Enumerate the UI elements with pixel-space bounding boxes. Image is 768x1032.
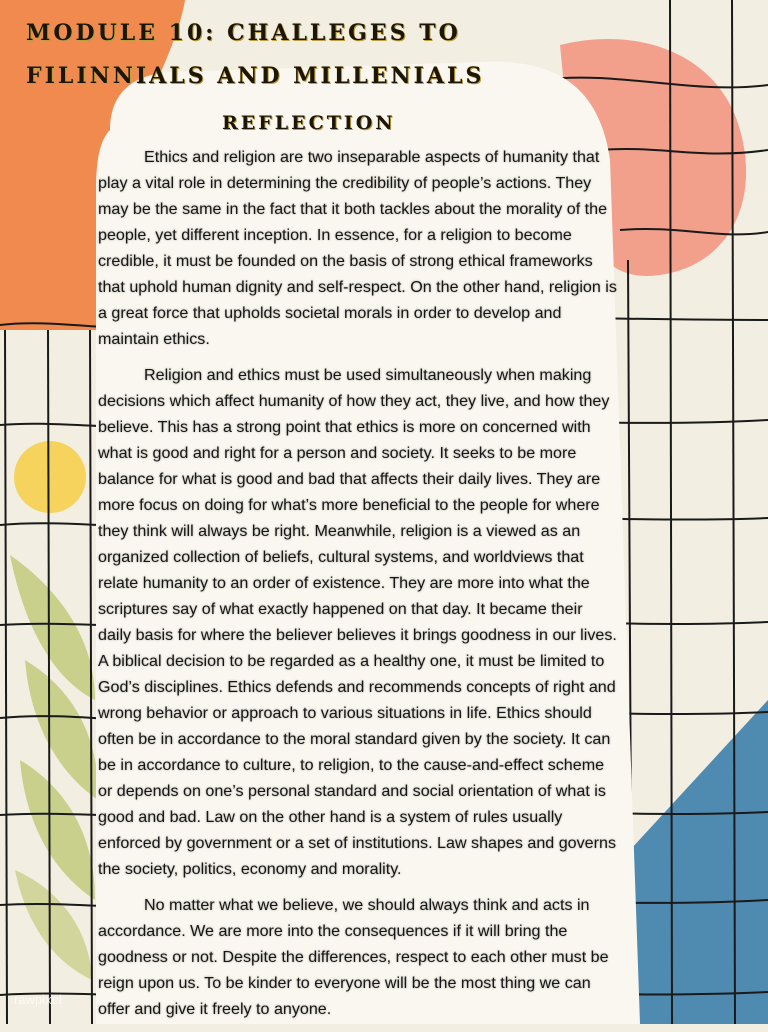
module-title-line2: FILINNIALS AND MILLENIALS (26, 63, 485, 89)
paragraph-1: Ethics and religion are two inseparable aspects of humanity that play a vital role in determining the credibility of people’s actions. They may be the same in the fact that it both tackles about the morality of the people, yet different inception. In essence, for a religion to become credible, it must be founded on the basis of strong ethical frameworks that uphold human dignity and self-respect. On the other hand, religion is a great force that upholds societal morals in order to develop and maintain ethics. (98, 148, 617, 348)
reflection-body (98, 144, 620, 1032)
watermark: rawpixel (14, 992, 62, 1007)
module-title-line1: MODULE 10: CHALLEGES TO (26, 20, 461, 46)
yellow-dot (14, 441, 86, 513)
paragraph-3: No matter what we believe, we should always think and acts in accordance. We are more into the consequences if it will bring the goodness or not. Despite the differences, respect to each other must be reign upon us. To be kinder to everyone will be the most thing we can offer and give it freely to anyone. (98, 896, 609, 1018)
section-subtitle: REFLECTION (222, 112, 396, 134)
paragraph-2: Religion and ethics must be used simultaneously when making decisions which affect humanity of how they act, they live, and how they believe. This has a strong point that ethics is more on concerned with what is good and right for a person and society. It seeks to be more balance for what is good and bad that affects their daily lives. They are more focus on doing for what’s more beneficial to the people for where they think will always be right. Meanwhile, religion is a viewed as an organized collection of beliefs, cultural systems, and worldviews that relate humanity to an order of existence. They are more into what the scriptures say of what exactly happened on that day. It became their daily basis for where the believer believes it brings goodness in our lives. A biblical decision to be regarded as a healthy one, it must be limited to God’s disciplines. Ethics defends and recommends concepts of right and wrong behavior or approach to various situations in life. Ethics should often be in accordance to the moral standard given by the society. It can be in accordance to culture, to religion, to the cause-and-effect scheme or depends on one’s personal standard and social orientation of what is good and bad. Law on the other hand is a system of rules usually enforced by government or a set of institutions. Law shapes and governs the society, politics, economy and morality. (98, 366, 617, 878)
